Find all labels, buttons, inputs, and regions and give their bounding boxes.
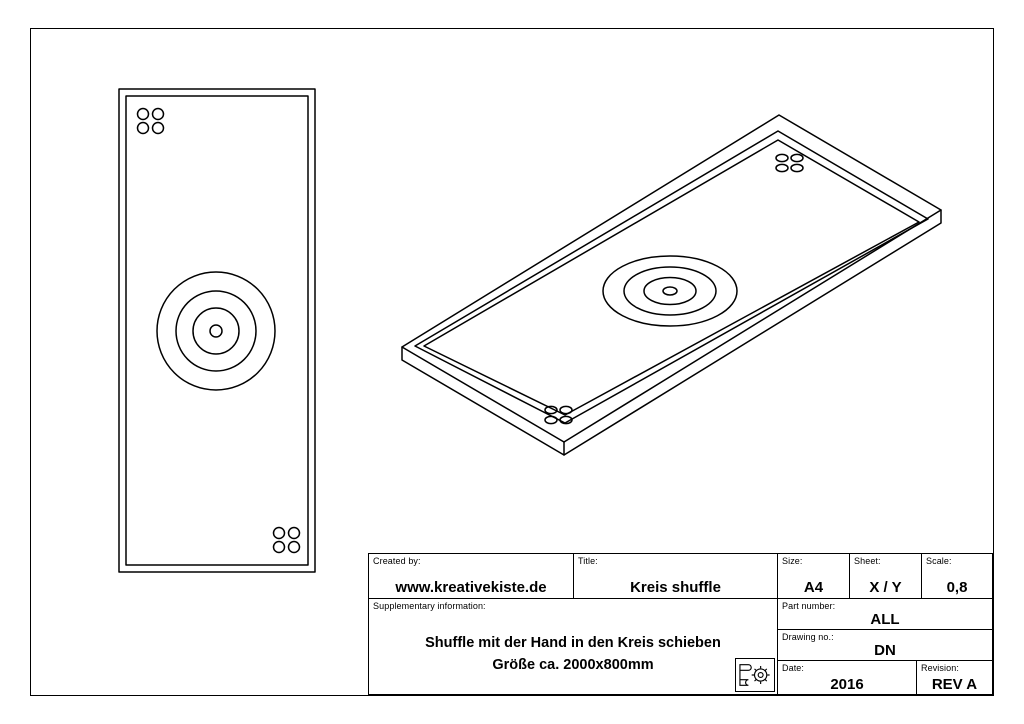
title-block-title bbox=[574, 554, 778, 598]
sheet-label: Sheet: bbox=[854, 556, 881, 566]
date-label: Date: bbox=[782, 663, 805, 673]
drawing-no-label: Drawing no.: bbox=[782, 632, 834, 642]
sheet-value: X / Y bbox=[869, 579, 902, 596]
part-number-value: ALL bbox=[870, 611, 900, 628]
supplementary-label: Supplementary information: bbox=[373, 601, 486, 611]
title-block-date bbox=[778, 661, 917, 694]
title-block-size bbox=[778, 554, 850, 598]
title-block-revision bbox=[917, 661, 992, 694]
part-number-label: Part number: bbox=[782, 601, 836, 611]
size-label: Size: bbox=[782, 556, 803, 566]
title-value: Kreis shuffle bbox=[630, 579, 721, 596]
title-block-part-number bbox=[778, 599, 992, 630]
date-value: 2016 bbox=[830, 676, 864, 693]
scale-value: 0,8 bbox=[946, 579, 968, 596]
created-by-value: www.kreativekiste.de bbox=[395, 579, 547, 596]
title-block-created-by bbox=[369, 554, 574, 598]
drawing-no-value: DN bbox=[874, 642, 896, 659]
title-block-drawing-no bbox=[778, 630, 992, 661]
created-by-label: Created by: bbox=[373, 556, 421, 566]
title-block-supplementary bbox=[369, 599, 778, 694]
title-block-scale bbox=[922, 554, 992, 598]
title-block bbox=[368, 553, 993, 695]
gear-puzzle-icon bbox=[735, 658, 775, 692]
revision-label: Revision: bbox=[921, 663, 959, 673]
supplementary-line-1: Shuffle mit der Hand in den Kreis schieben bbox=[425, 635, 721, 651]
supplementary-line-2: Größe ca. 2000x800mm bbox=[492, 657, 654, 673]
title-block-sheet bbox=[850, 554, 922, 598]
revision-value: REV A bbox=[931, 676, 978, 693]
title-label: Title: bbox=[578, 556, 598, 566]
scale-label: Scale: bbox=[926, 556, 952, 566]
size-value: A4 bbox=[803, 579, 824, 596]
